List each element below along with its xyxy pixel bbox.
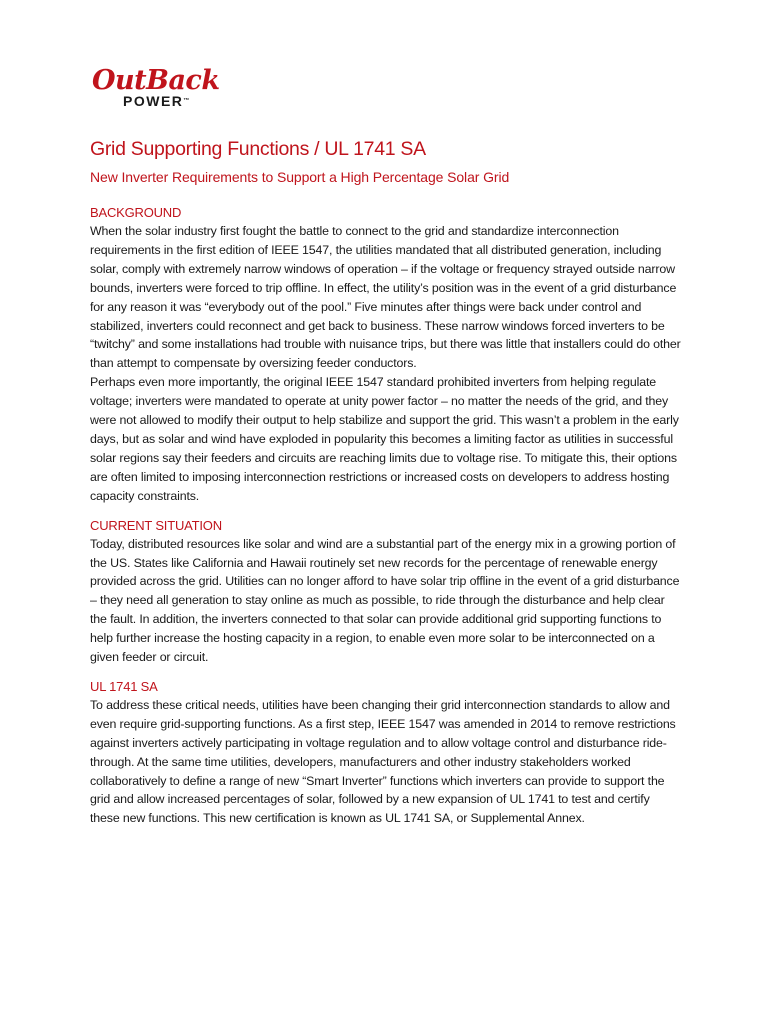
paragraph: Today, distributed resources like solar and wind are a substantial part of the energy mix in a growing portion of the US. States like California and Hawaii routinely set new records for the percentage of renewable energy provided across the grid. Utilities can no longer afford to have solar trip offline in the event of a grid disturbance – they need all generation to stay online as much as possible, to ride through the disturbance and help clear the fault. In addition, the inverters connected to that solar can provide additional grid supporting functions to help further increase the hosting capacity in a region, to enable even more solar to be interconnected on a given feeder or circuit. — [90, 536, 680, 665]
paragraph: Perhaps even more importantly, the original IEEE 1547 standard prohibited inverters from helping regulate voltage; inverters were mandated to operate at unity power factor – no matter the needs of the grid, and they were not allowed to modify their output to help stabilize and support the grid. This wasn’t a problem in the early days, but as solar and wind have exploded in popularity this becomes a limiting factor as utilities in successful solar regions say their feeders and circuits are reaching limits due to voltage rise. To mitigate this, their options are often limited to imposing interconnection restrictions or increased costs on developers to address hosting capacity constraints. — [90, 375, 679, 503]
paragraph: To address these critical needs, utilities have been changing their grid interconnection standards to allow and even require grid-supporting functions. As a first step, IEEE 1547 was amended in 2014 to remove restrictions against inverters actively participating in voltage regulation and to allow voltage control and disturbance ride-through. At the same time utilities, developers, manufacturers and other industry stakeholders worked collaboratively to define a range of new “Smart Inverter” functions which inverters can provide to support the grid and allow increased percentages of solar, followed by a new expansion of UL 1741 to test and certify these new functions. This new certification is known as UL 1741 SA, or Supplemental Annex. — [90, 697, 676, 826]
section-background — [90, 203, 682, 506]
outback-power-logo — [92, 66, 232, 114]
document-title: Grid Supporting Functions / UL 1741 SA — [90, 138, 426, 160]
section-heading: BACKGROUND — [90, 205, 182, 220]
paragraph: When the solar industry first fought the battle to connect to the grid and standardize interconnection requirements in the first edition of IEEE 1547, the utilities mandated that all distributed generation, including solar, comply with extremely narrow windows of operation – if the voltage or frequency strayed outside narrow bounds, inverters were forced to trip offline. In effect, the utility’s position was in the event of a grid disturbance for any reason it was “everybody out of the pool.” Five minutes after things were back under control and stabilized, inverters could reconnect and get back to business. These narrow windows forced inverters to be “twitchy” and some installations had trouble with nuisance trips, but there was little that installers could do other than attempt to compensate by oversizing feeder conductors. — [90, 224, 681, 371]
logo-power-text — [123, 93, 189, 109]
section-current-situation — [90, 516, 682, 667]
logo-trademark: ™ — [183, 98, 190, 104]
document-subtitle: New Inverter Requirements to Support a High Percentage Solar Grid — [90, 169, 510, 185]
logo-wordmark: OutBack — [92, 65, 220, 96]
document-body — [90, 136, 682, 828]
section-ul-1741-sa — [90, 677, 682, 828]
logo-power-label: POWER — [123, 93, 184, 109]
section-heading: UL 1741 SA — [90, 678, 158, 694]
section-heading: CURRENT SITUATION — [90, 517, 222, 533]
